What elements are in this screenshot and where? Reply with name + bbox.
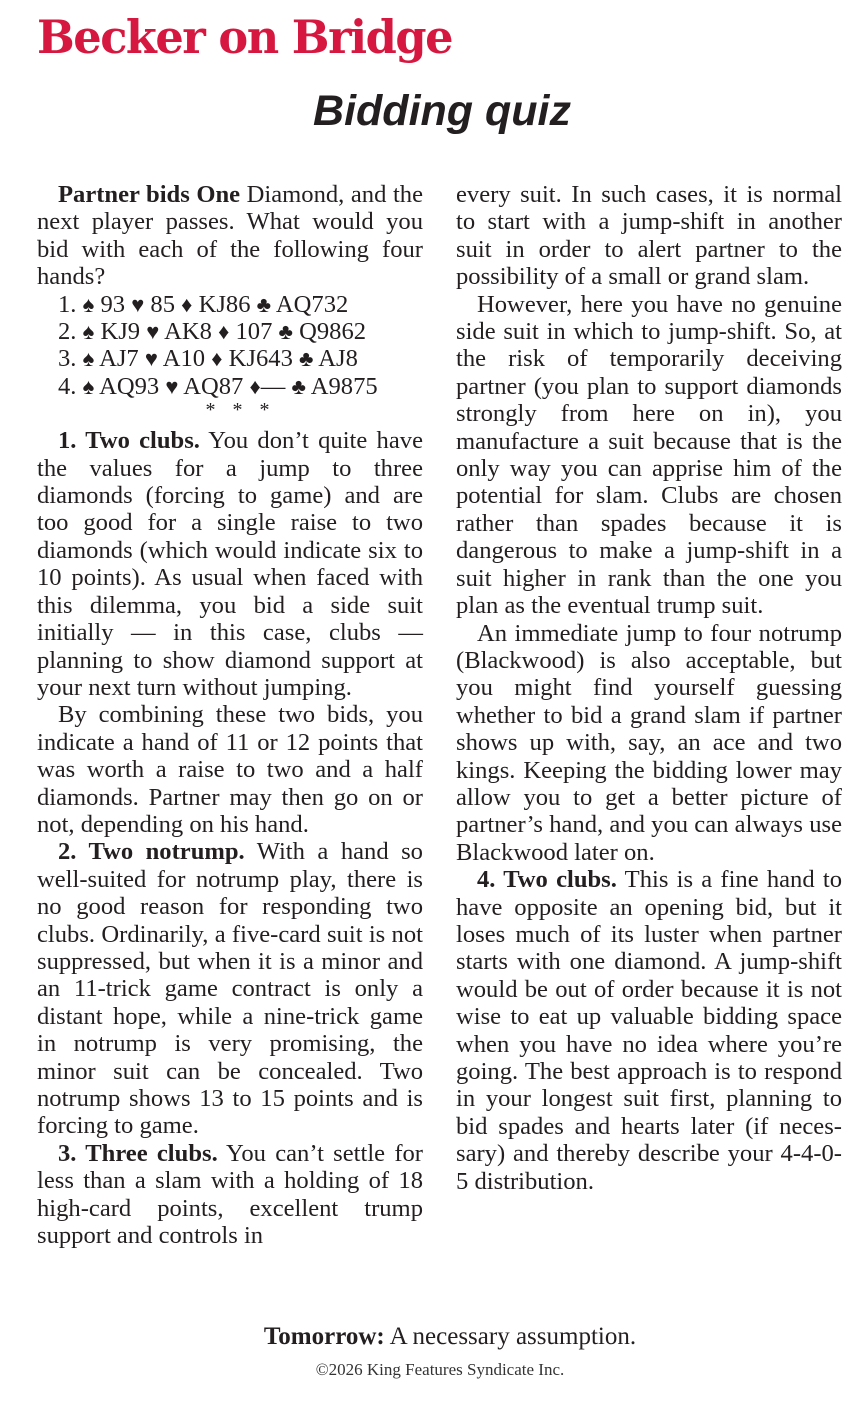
- answer-4-paragraph: 4. Two clubs. This is a fine hand to have opposite an opening bid, but it loses much of its luster when partner starts with one diamond. A jump-shift would be out of order because it is not wise to eat up valuable bidding space when you have no idea where you’re going. The best approach is to respond in your longest suit first, planning to bid spades and hearts later (if necessary) and thereby describe your 4-4-0-5 distribution.: [456, 866, 842, 1195]
- heart-icon: ♥: [165, 373, 179, 399]
- club-icon: ♣: [278, 319, 293, 345]
- hand-2: 2. ♠ KJ9 ♥ AK8 ♦ 107 ♣ Q9862: [58, 318, 367, 346]
- answer-2-heading: 2. Two notrump.: [58, 838, 245, 866]
- spade-icon: ♠: [82, 291, 95, 317]
- hand-1: 1. ♠ 93 ♥ 85 ♦ KJ86 ♣ AQ732: [58, 290, 349, 318]
- spade-icon: ♠: [82, 319, 95, 345]
- tomorrow-teaser: [0, 1323, 864, 1351]
- answer-4-heading: 4. Two clubs.: [477, 866, 617, 894]
- club-icon: ♣: [291, 373, 306, 399]
- heart-icon: ♥: [131, 291, 145, 317]
- club-icon: ♣: [256, 291, 272, 317]
- spade-icon: ♠: [82, 373, 95, 399]
- masthead-title: Becker on Bridge: [37, 10, 453, 64]
- column-left: [37, 181, 423, 1249]
- intro-paragraph: [37, 181, 423, 291]
- answer-3-heading: 3. Three clubs.: [58, 1139, 218, 1167]
- hand-3: 3. ♠ AJ7 ♥ A10 ♦ KJ643 ♣ AJ8: [58, 345, 358, 373]
- hand-4: 4. ♠ AQ93 ♥ AQ87 ♦— ♣ A9875: [58, 372, 378, 400]
- copyright-notice: ©2026 King Features Syndicate Inc.: [315, 1360, 565, 1379]
- diamond-icon: ♦: [211, 346, 223, 372]
- answer-3-paragraph-3: An immediate jump to four notrump (Blackwood) is also acceptable, but you might find yourself guessing whether to bid a grand slam if partner shows up with, say, an ace and two kings. Keeping the bidding lower may allow you to get a better picture of partner’s hand, and you can always use Blackwood later on.: [456, 619, 842, 866]
- answer-1-paragraph: 1. Two clubs. You don’t quite have the values for a jump to three diamonds (forcing to game) and are too good for a single raise to two diamonds (which would indicate six to 10 points). As usual when faced with this dilemma, you bid a side suit initially — in this case, clubs — planning to show diamond support at your next turn without jumping.: [37, 427, 423, 701]
- tomorrow-label: Tomorrow:: [263, 1323, 385, 1350]
- answer-2-paragraph: 2. Two notrump. With a hand so well-suited for notrump play, there is no good reason for responding two clubs. Ordinarily, a five-card suit is not suppressed, but when it is a minor and an 11-trick game contract is only a distant hope, while a nine-trick game in notrump is very promising, the minor suit can be concealed. Two notrump shows 13 to 15 points and is forcing to game.: [37, 838, 423, 1140]
- answer-1-paragraph-2: By combining these two bids, you indicate a hand of 11 or 12 points that was worth a raise to two and a half diamonds. Partner may then go on or not, depending on his hand.: [37, 701, 423, 838]
- spade-icon: ♠: [82, 346, 95, 372]
- diamond-icon: ♦: [181, 291, 193, 317]
- diamond-icon: ♦: [249, 373, 261, 399]
- answer-3-paragraph-2: However, here you have no genuine side suit in which to jump-shift. So, at the risk of temporarily deceiving partner (you plan to support diamonds strongly from here on in), you manufacture a suit because that is the only way you can apprise him of the potential for slam. Clubs are chosen rather than spades because it is dangerous to make a jump-shift in a suit higher in rank than the one you plan as the eventual trump suit.: [456, 290, 842, 620]
- answer-1-heading: 1. Two clubs.: [58, 427, 200, 455]
- heart-icon: ♥: [144, 346, 158, 372]
- intro-lead: Partner bids One: [58, 181, 241, 208]
- diamond-icon: ♦: [218, 319, 230, 345]
- intro-text: Diamond, and the next player passes. What would you bid with each of the following four hands?: [37, 181, 423, 291]
- answer-3-continued: every suit. In such cases, it is normal to start with a jump-shift in another suit in order to alert partner to the possibility of a small or grand slam.: [456, 181, 842, 291]
- heart-icon: ♥: [146, 319, 160, 345]
- answer-3-paragraph: 3. Three clubs. You can’t settle for less than a slam with a holding of 18 high-card points, excellent trump support and controls in: [37, 1139, 423, 1250]
- tomorrow-text: A necessary assumption.: [384, 1323, 637, 1350]
- section-separator: * * *: [205, 399, 276, 422]
- column-right: [456, 181, 842, 1195]
- column-subtitle: Bidding quiz: [313, 87, 571, 135]
- club-icon: ♣: [299, 346, 314, 372]
